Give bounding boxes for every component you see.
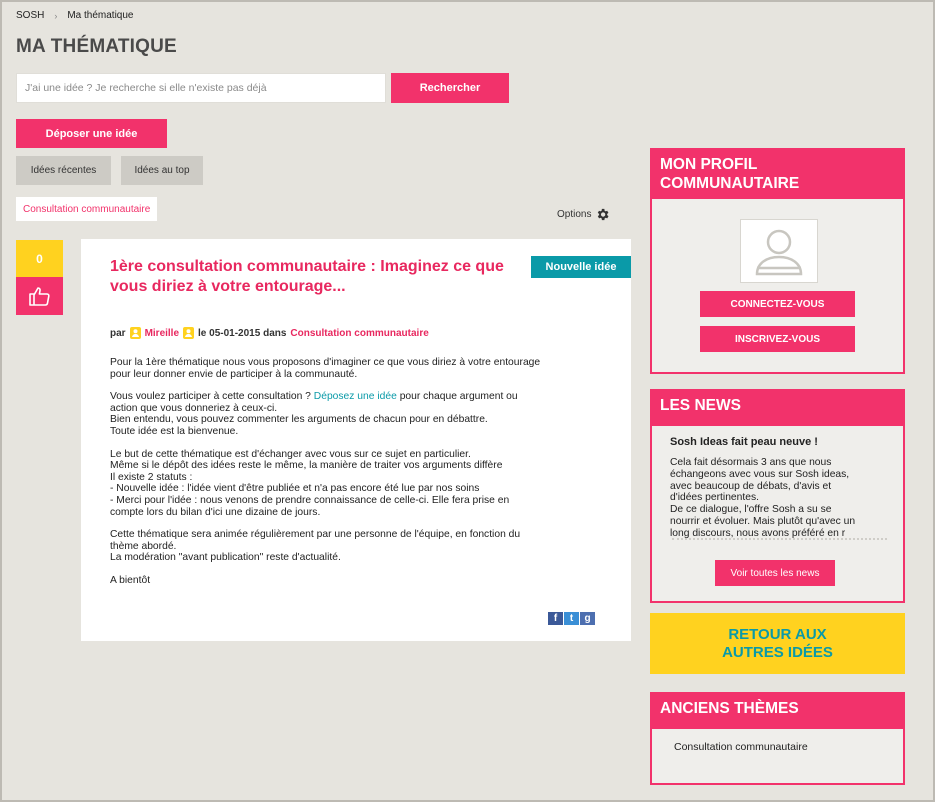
back-button-label — [722, 626, 833, 662]
dotted-divider — [672, 538, 887, 540]
breadcrumb-separator: › — [54, 10, 58, 21]
profile-panel-title: MON PROFIL COMMUNAUTAIRE — [650, 148, 905, 199]
vote-count: 0 — [16, 240, 63, 277]
breadcrumb — [16, 10, 134, 21]
news-panel-title: LES NEWS — [650, 389, 905, 426]
body-line: compte lors du bilan d'ici une dizaine de jours. — [110, 506, 321, 518]
idea-category-link[interactable]: Consultation communautaire — [290, 327, 429, 339]
thumbs-up-icon — [28, 285, 52, 307]
author-link[interactable]: Mireille — [144, 327, 180, 339]
old-themes-title: ANCIENS THÈMES — [650, 692, 905, 729]
profile-panel-body — [650, 199, 905, 374]
news-line: échangeons avec vous sur Sosh ideas, — [670, 468, 850, 480]
body-line: A bientôt — [110, 574, 151, 586]
options-menu[interactable] — [557, 207, 610, 222]
body-line: - Nouvelle idée : l'idée vient d'être publiée et n'a pas encore été lue par nos soins — [110, 483, 480, 495]
page-title: MA THÉMATIQUE — [16, 36, 177, 57]
body-line — [110, 391, 590, 403]
news-line: Cela fait désormais 3 ans que nous — [670, 457, 832, 468]
news-line: long discours, nous avons préféré en r — [670, 527, 846, 539]
status-badge: Nouvelle idée — [531, 256, 631, 278]
body-line: Bien entendu, vous pouvez commenter les arguments de chacun pour en débattre. — [110, 414, 488, 426]
user-placeholder-icon — [751, 224, 807, 278]
profile-panel — [650, 148, 905, 374]
facebook-icon[interactable]: f — [548, 612, 563, 625]
twitter-icon[interactable]: t — [564, 612, 579, 625]
news-line: nourrir et évoluer. Mais plutôt qu'avec un — [670, 515, 856, 527]
by-label: par — [110, 327, 126, 339]
options-label: Options — [557, 209, 592, 220]
breadcrumb-home-link[interactable]: SOSH — [16, 10, 45, 21]
deposit-idea-link[interactable]: Déposez une idée — [313, 391, 397, 403]
body-text-fragment: pour chaque argument ou — [399, 391, 518, 403]
connect-button[interactable]: CONNECTEZ-VOUS — [700, 291, 855, 317]
tab-top-ideas[interactable]: Idées au top — [121, 156, 203, 185]
vote-button[interactable] — [16, 277, 63, 315]
news-panel-body — [650, 426, 905, 603]
gear-icon — [595, 207, 610, 222]
back-line-1: RETOUR AUX — [728, 625, 827, 643]
idea-title[interactable]: 1ère consultation communautaire : Imaginez ce que vous diriez à votre entourage... — [110, 258, 504, 295]
back-to-ideas-button[interactable] — [650, 613, 905, 674]
body-line: Pour la 1ère thématique nous vous proposons d'imaginer ce que vous diriez à votre entourage — [110, 357, 541, 368]
share-buttons — [548, 612, 595, 625]
body-line: La modération "avant publication" reste d'actualité. — [110, 552, 341, 564]
news-line: De ce dialogue, l'offre Sosh a su se — [670, 504, 832, 516]
date-label: le 05-01-2015 dans — [198, 327, 287, 339]
old-theme-link[interactable]: Consultation communautaire — [674, 741, 808, 753]
body-text-fragment: Vous voulez participer à cette consultation ? — [110, 391, 311, 403]
body-line: Cette thématique sera animée régulièrement par une personne de l'équipe, en fonction du — [110, 529, 521, 541]
body-line: - Merci pour l'idée : nous venons de prendre connaissance de celle-ci. Elle fera prise en — [110, 494, 510, 506]
idea-body — [110, 357, 590, 598]
news-line: avec beaucoup de débats, d'avis et — [670, 480, 832, 492]
breadcrumb-current: Ma thématique — [67, 10, 134, 21]
news-excerpt — [670, 457, 886, 540]
user-badge-icon — [183, 327, 194, 339]
category-tag[interactable]: Consultation communautaire — [16, 197, 157, 221]
tab-recent-ideas[interactable]: Idées récentes — [16, 156, 111, 185]
body-line: action que vous donneriez à ceux-ci. — [110, 402, 278, 414]
deposit-idea-button[interactable]: Déposer une idée — [16, 119, 167, 148]
idea-byline — [110, 327, 429, 339]
avatar — [740, 219, 818, 283]
body-line: Le but de cette thématique est d'échanger avec vous sur ce sujet en particulier. — [110, 448, 471, 460]
body-line: Même si le dépôt des idées reste le même, la manière de traiter vos arguments diffère — [110, 460, 503, 472]
google-plus-icon[interactable]: g — [580, 612, 595, 625]
user-badge-icon — [130, 327, 141, 339]
news-panel — [650, 389, 905, 603]
old-themes-body — [650, 729, 905, 785]
body-line: Toute idée est la bienvenue. — [110, 425, 239, 437]
search-input[interactable] — [16, 73, 386, 103]
body-line: pour leur donner envie de participer à la communauté. — [110, 368, 358, 380]
body-line: thème abordé. — [110, 540, 177, 552]
all-news-button[interactable]: Voir toutes les news — [715, 560, 835, 586]
news-headline[interactable]: Sosh Ideas fait peau neuve ! — [670, 436, 818, 448]
search-button[interactable]: Rechercher — [391, 73, 509, 103]
old-themes-panel — [650, 692, 905, 785]
body-line: Il existe 2 statuts : — [110, 471, 193, 483]
back-line-2: AUTRES IDÉES — [722, 643, 833, 661]
news-line: d'idées pertinentes. — [670, 492, 759, 504]
signup-button[interactable]: INSCRIVEZ-VOUS — [700, 326, 855, 352]
